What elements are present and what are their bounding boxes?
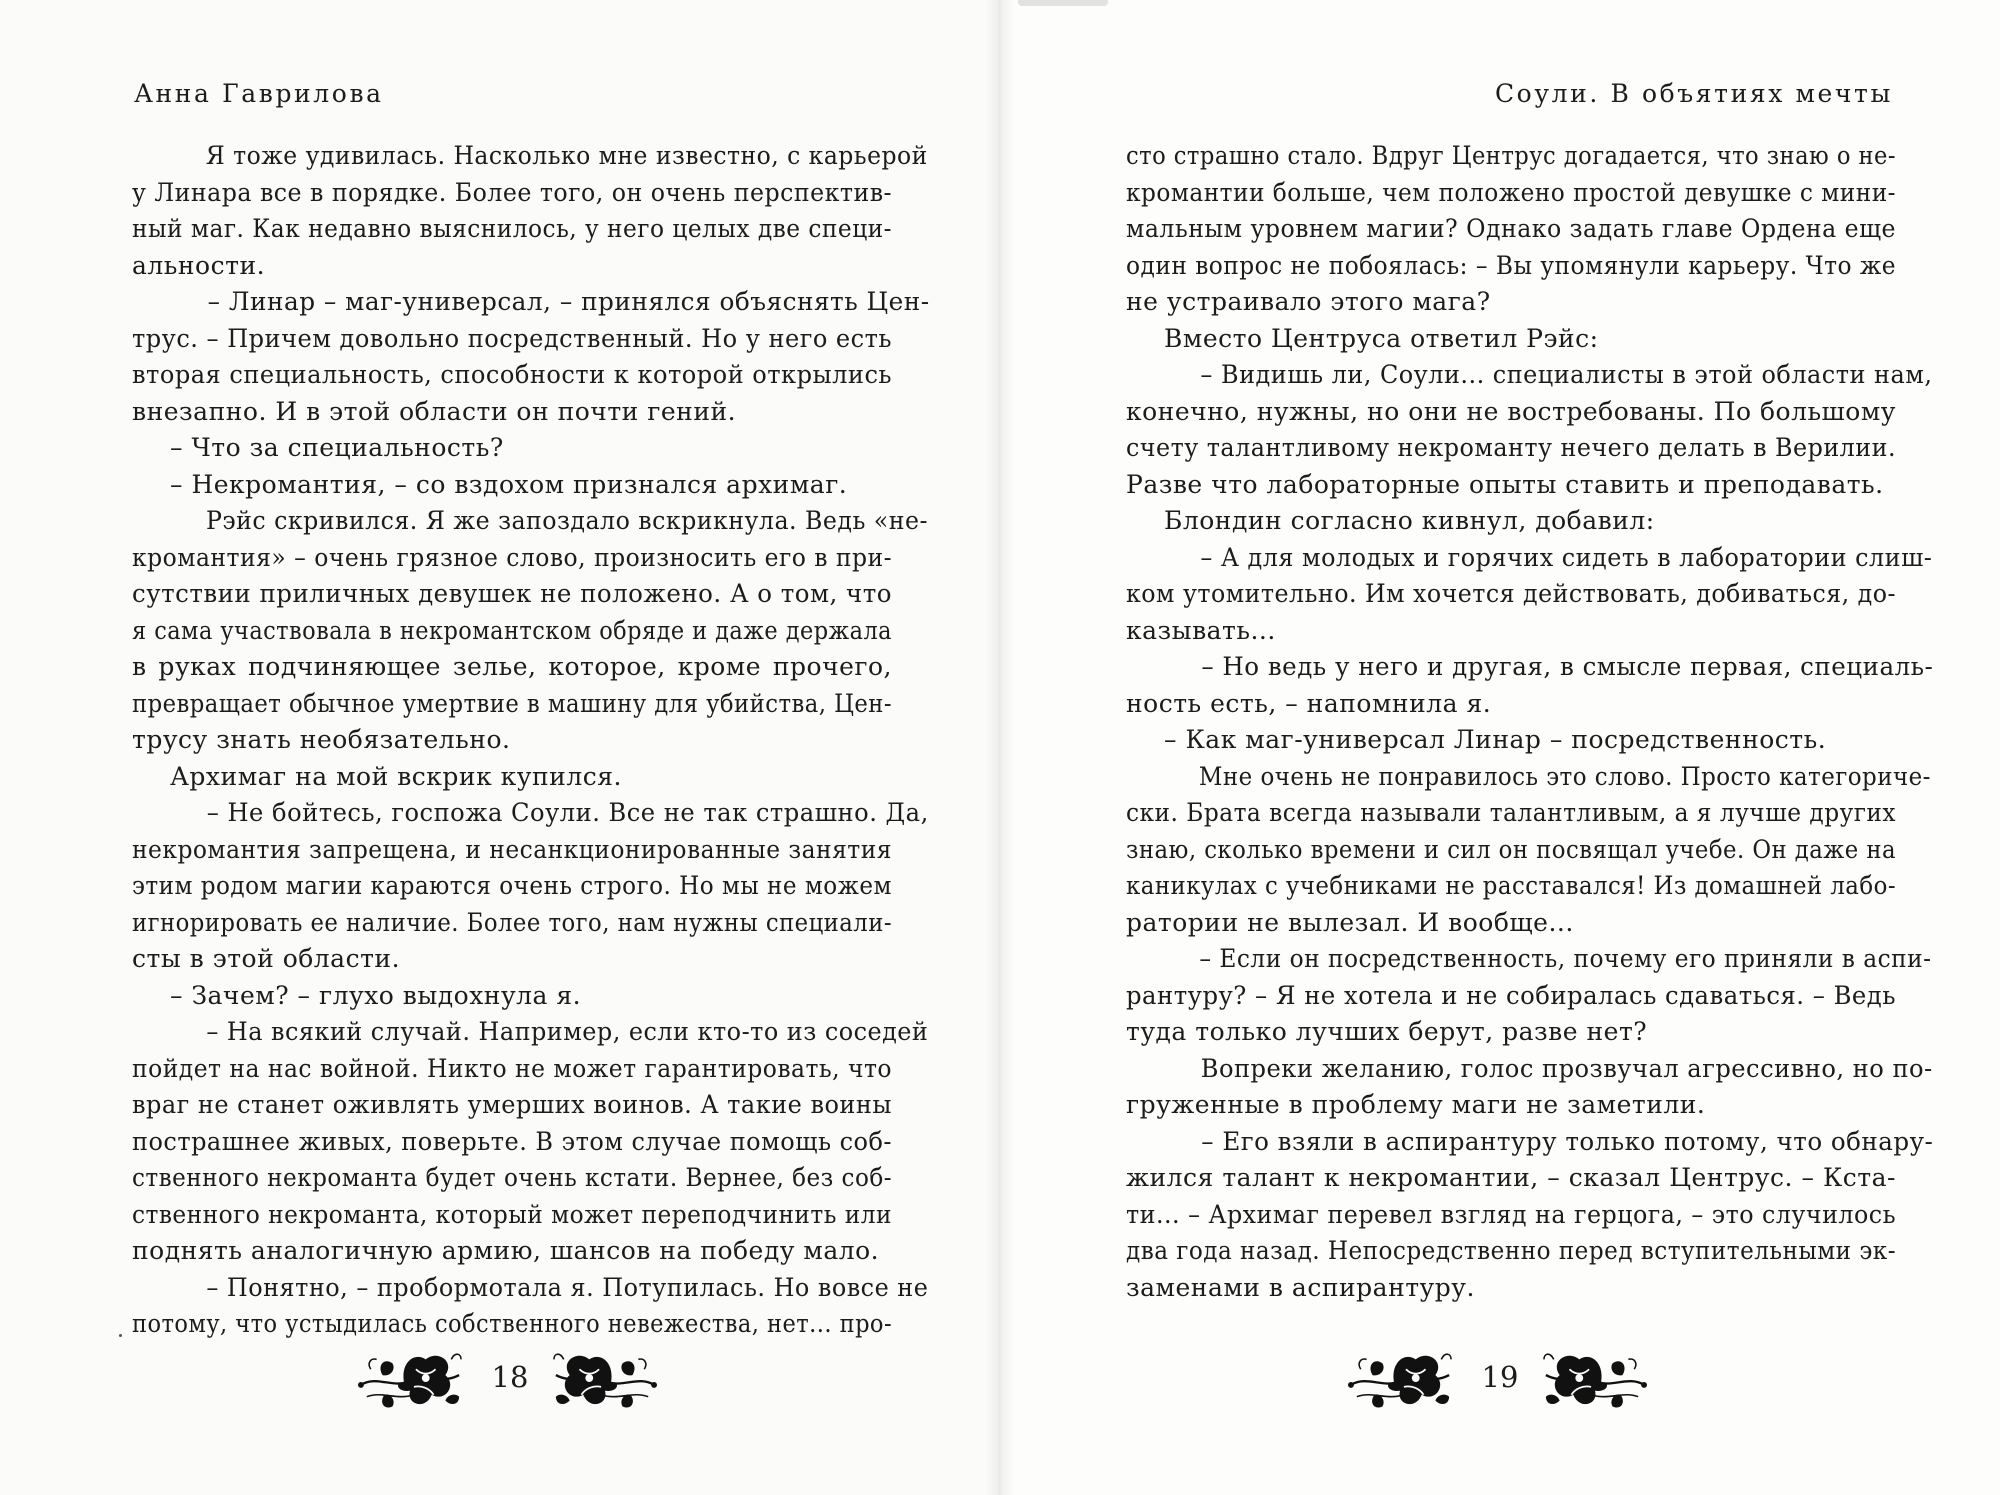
text-line: – Если он посредственность, почему его приняли в аспи- [1199,944,1932,973]
text-line: – Не бойтесь, госпожа Соули. Все не так страшно. Да, [206,798,929,827]
text-line: в руках подчиняющее зелье, которое, кроме прочего, [132,652,892,681]
text-line: – Линар – маг-универсал, – принялся объяснять Цен- [207,287,930,316]
text-line: заменами в аспирантуру. [1126,1272,1475,1302]
text-line: превращает обычное умертвие в машину для убийства, Цен- [132,688,892,718]
text-line: враг не станет оживлять умерших воинов. А такие воины [132,1090,892,1119]
text-line: трусу знать необязательно. [132,725,511,754]
text-line: альности. [132,250,266,280]
text-line: мальным уровнем магии? Однако задать главе Ордена еще [1126,214,1896,243]
text-line: некромантия запрещена, и несанкционированные занятия [132,834,892,864]
text-line: ственного некроманта будет очень кстати. Вернее, без соб- [132,1163,892,1192]
text-line: – Как маг-универсал Линар – посредственность. [1164,725,1827,754]
text-line: сты в этой области. [132,944,401,973]
text-line: трус. – Причем довольно посредственный. Но у него есть [132,323,892,353]
text-line: туда только лучших берут, разве нет? [1126,1017,1648,1046]
text-line: Рэйс скривился. Я же запоздало вскрикнула. Ведь «не- [205,506,928,535]
text-line: – Но ведь у него и другая, в смысле первая, специаль- [1201,652,1934,681]
text-line: конечно, нужны, но они не востребованы. По большому [1126,396,1896,426]
right-page-footer [1345,1345,1645,1425]
left-page-footer [355,1345,655,1425]
text-line: Вместо Центруса ответил Рэйс: [1164,323,1599,353]
text-line: Архимаг на мой вскрик купился. [170,761,622,791]
text-line: – Зачем? – глухо выдохнула я. [170,980,582,1010]
text-line: ратории не вылезал. И вообще... [1126,907,1574,937]
running-head-author: Анна Гаврилова [134,79,384,108]
text-line: потому, что устыдилась собственного невежества, нет... про- [132,1309,892,1338]
text-line: у Линара все в порядке. Более того, он очень перспектив- [132,177,892,207]
text-line: – На всякий случай. Например, если кто-то из соседей [206,1017,929,1046]
text-line: сто страшно стало. Вдруг Центрус догадается, что знаю о не- [1126,141,1896,170]
floral-ornament-icon [550,1345,658,1415]
floral-ornament-icon [1347,1345,1455,1415]
text-line: казывать... [1126,615,1276,645]
page-number: 18 [491,1360,529,1394]
running-head-title: Соули. В объятиях мечты [1494,79,1893,108]
text-line: груженные в проблему маги не заметили. [1126,1090,1706,1119]
text-line: Я тоже удивилась. Насколько мне известно, с карьерой [205,141,928,170]
left-page-text [132,138,930,1343]
text-line: жился талант к некромантии, – сказал Центрус. – Кста- [1126,1163,1896,1192]
text-line: этим родом магии караются очень строго. Но мы не можем [132,871,892,900]
text-line: Разве что лабораторные опыты ставить и преподавать. [1126,469,1884,499]
text-line: внезапно. И в этой области он почти гений. [132,396,737,426]
text-line: – Его взяли в аспирантуру только потому, что обнару- [1201,1126,1934,1156]
text-line: Блондин согласно кивнул, добавил: [1164,506,1655,535]
text-line: – Понятно, – пробормотала я. Потупилась. Но вовсе не [206,1272,929,1302]
page-number: 19 [1481,1360,1519,1394]
text-line: я сама участвовала в некромантском обряде и даже держала [132,615,892,645]
text-line: пойдет на нас войной. Никто не может гарантировать, что [132,1053,892,1083]
right-page-text [1126,138,1934,1306]
text-line: знаю, сколько времени и сил он посвящал учебе. Он даже на [1126,834,1896,864]
text-line: не устраивало этого мага? [1126,287,1491,316]
scan-shadow [1018,0,1108,6]
book-gutter [985,0,1015,1495]
text-line: два года назад. Непосредственно перед вступительными эк- [1126,1236,1896,1265]
text-line: – Видишь ли, Соули... специалисты в этой области нам, [1200,360,1933,389]
right-page [1000,0,2000,1495]
text-line: поднять аналогичную армию, шансов на победу мало. [132,1236,880,1265]
text-line: счету талантливому некроманту нечего делать в Верилии. [1126,433,1896,462]
text-line: кромантии больше, чем положено простой девушке с мини- [1126,177,1896,207]
text-line: ственного некроманта, который может переподчинить или [132,1199,892,1229]
text-line: Вопреки желанию, голос прозвучал агрессивно, но по- [1200,1053,1933,1083]
print-speck [119,1334,122,1337]
text-line: сутствии приличных девушек не положено. А о том, что [132,579,892,608]
text-line: ком утомительно. Им хочется действовать, добиваться, до- [1126,579,1896,608]
floral-ornament-icon [1540,1345,1648,1415]
text-line: пострашнее живых, поверьте. В этом случае помощь соб- [132,1126,892,1156]
text-line: ти... – Архимаг перевел взгляд на герцога, – это случилось [1126,1199,1896,1229]
text-line: Мне очень не понравилось это слово. Просто категориче- [1198,761,1931,791]
floral-ornament-icon [357,1345,465,1415]
text-line: ски. Брата всегда называли талантливым, а я лучше других [1126,798,1896,827]
text-line: один вопрос не побоялась: – Вы упомянули карьеру. Что же [1126,250,1896,280]
text-line: ность есть, – напомнила я. [1126,688,1492,718]
text-line: – Некромантия, – со вздохом признался архимаг. [170,469,848,499]
text-line: – А для молодых и горячих сидеть в лаборатории слиш- [1200,542,1933,572]
text-line: рантуру? – Я не хотела и не собиралась сдаваться. – Ведь [1126,980,1896,1010]
text-line: каникулах с учебниками не расставался! Из домашней лабо- [1126,871,1896,900]
text-line: вторая специальность, способности к которой открылись [132,360,892,389]
text-line: кромантия» – очень грязное слово, произносить его в при- [132,542,892,572]
text-line: – Что за специальность? [170,433,504,462]
text-line: игнорировать ее наличие. Более того, нам нужны специали- [132,907,892,937]
text-line: ный маг. Как недавно выяснилось, у него целых две специ- [132,214,892,243]
